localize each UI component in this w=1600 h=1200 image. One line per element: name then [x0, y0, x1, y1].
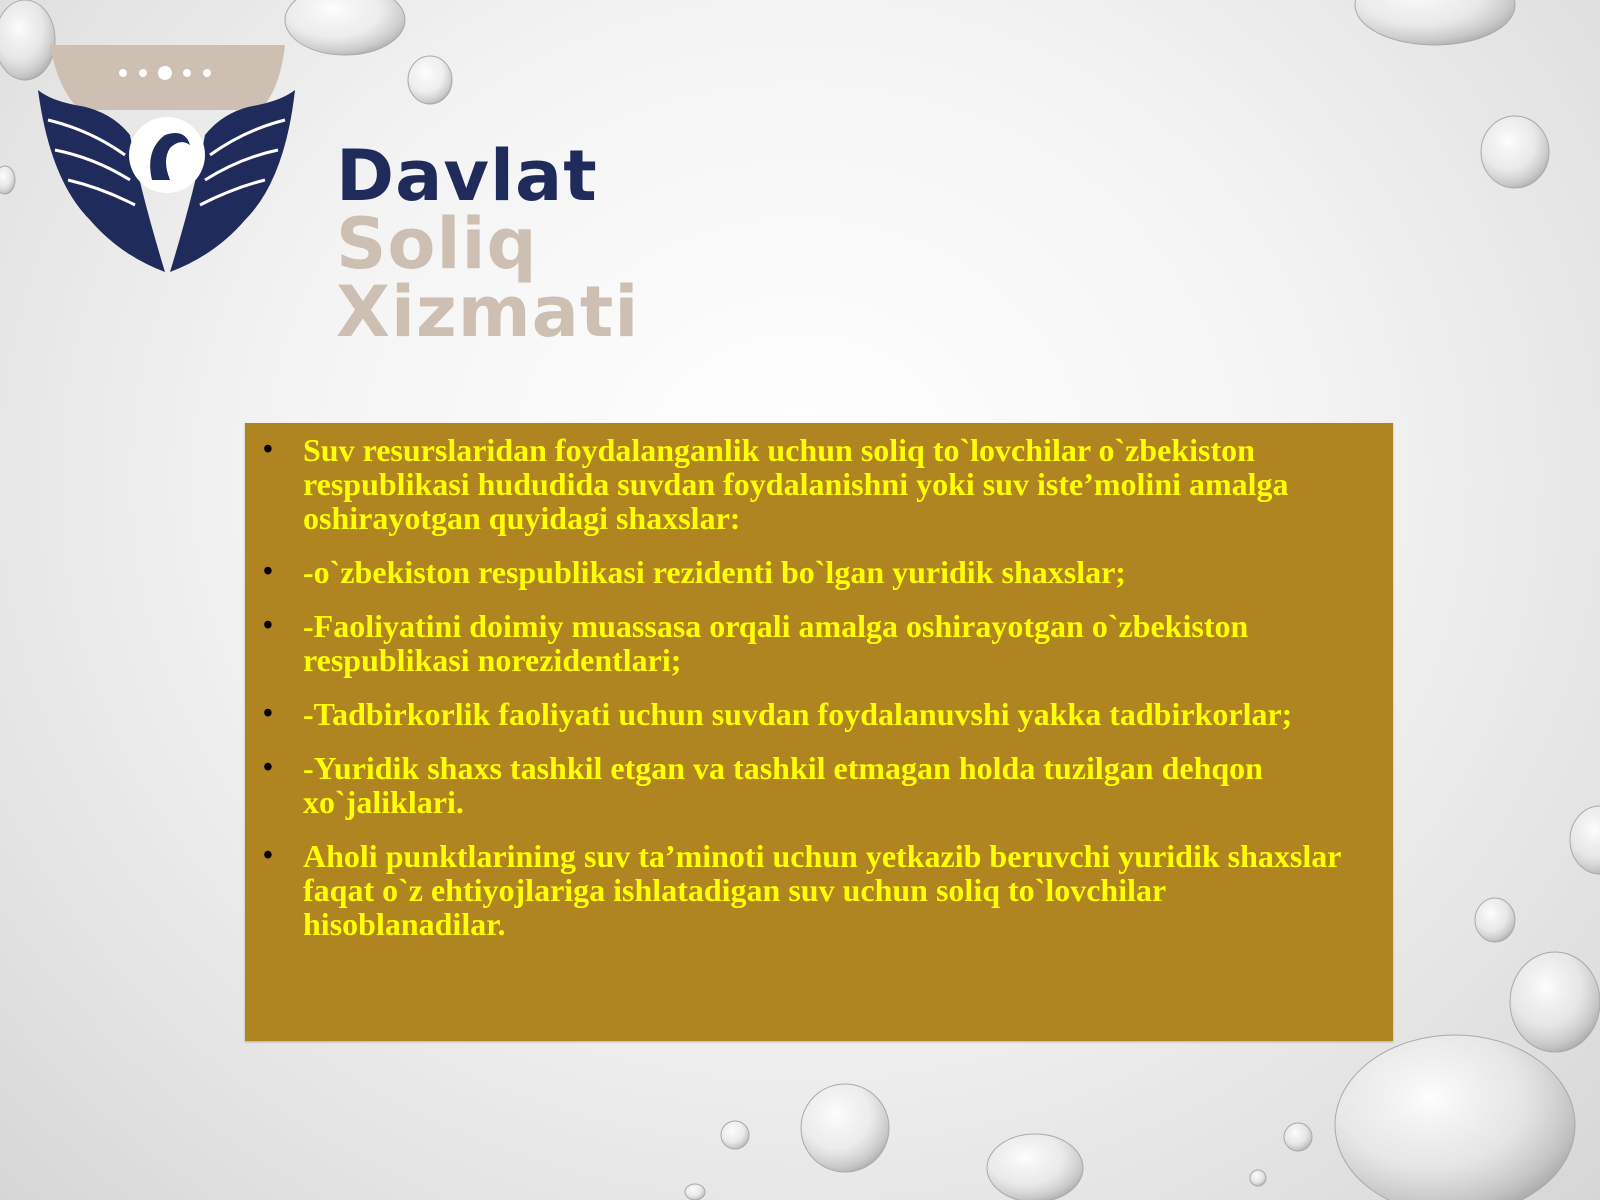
brand-wordmark [336, 135, 640, 353]
list-item [263, 609, 1363, 677]
list-item-text: Suv resurslaridan foydalanganlik uchun soliq to`lovchilar o`zbekiston respublikasi hududida suvdan foydalanishni yoki suv iste’molini amalga oshirayotgan quyidagi shaxslar: [303, 432, 1289, 536]
brand-line-xizmati: Xizmati [336, 271, 640, 353]
bullet-icon: • [263, 840, 273, 871]
list-item [263, 839, 1363, 941]
list-item [263, 751, 1363, 819]
list-item-text: Aholi punktlarining suv ta’minoti uchun yetkazib beruvchi yuridik shaxslar faqat o`z ehtiyojlariga ishlatadigan suv uchun soliq to`lovchilar hisoblanadilar. [303, 838, 1341, 942]
list-item [263, 433, 1363, 535]
list-item [263, 555, 1363, 589]
list-item-text: -Yuridik shaxs tashkil etgan va tashkil etmagan holda tuzilgan dehqon xo`jaliklari. [303, 750, 1263, 820]
list-item-text: -o`zbekiston respublikasi rezidenti bo`lgan yuridik shaxslar; [303, 554, 1126, 590]
content-text-box [245, 423, 1393, 1041]
brand-line-davlat: Davlat [336, 135, 598, 217]
bullet-icon: • [263, 752, 273, 783]
logo-center-circle [129, 117, 205, 193]
bullet-icon: • [263, 434, 273, 465]
list-item [263, 697, 1363, 731]
bullet-icon: • [263, 698, 273, 729]
brand-line-soliq: Soliq [336, 203, 538, 285]
bullet-list [263, 433, 1363, 941]
eagle-logo-icon [30, 40, 310, 290]
list-item-text: -Faoliyatini doimiy muassasa orqali amalga oshirayotgan o`zbekiston respublikasi norezidentlari; [303, 608, 1249, 678]
list-item-text: -Tadbirkorlik faoliyati uchun suvdan foydalanuvshi yakka tadbirkorlar; [303, 696, 1293, 732]
bullet-icon: • [263, 556, 273, 587]
bullet-icon: • [263, 610, 273, 641]
